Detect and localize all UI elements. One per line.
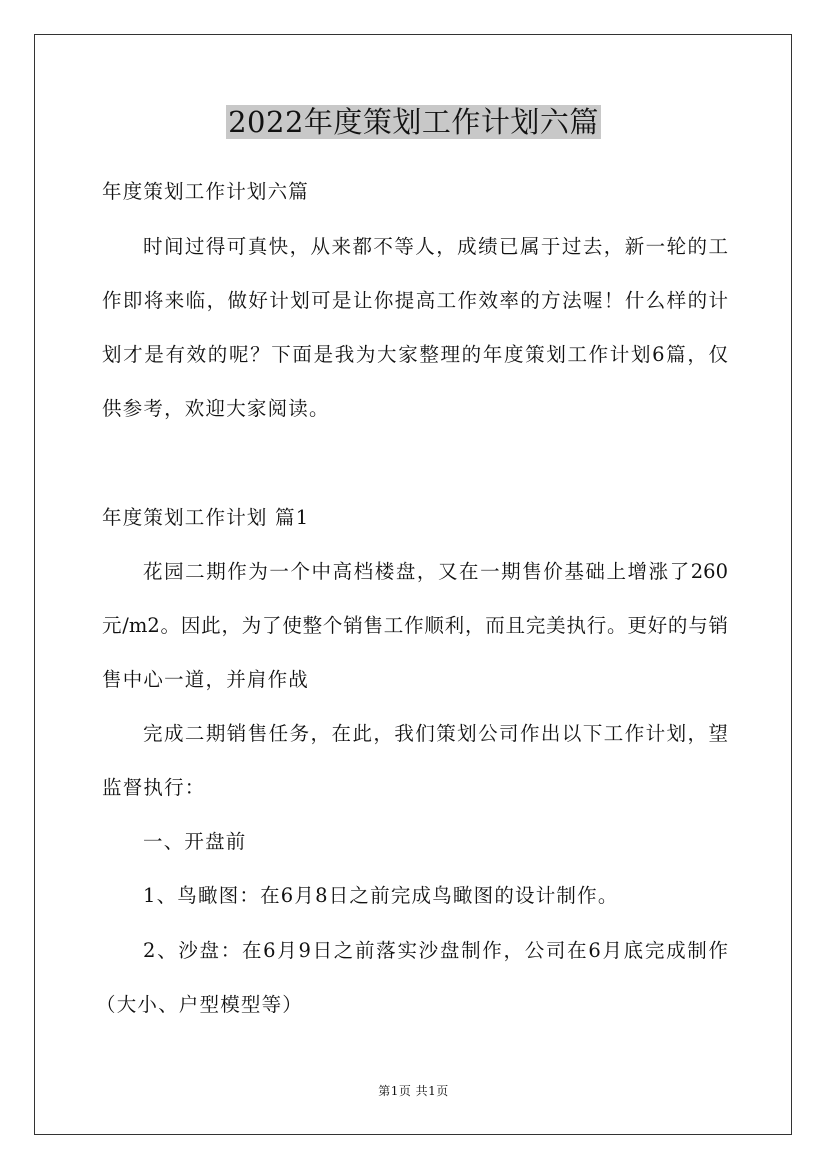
section1-line-1: 花园二期作为一个中高档楼盘，又在一期售价基础上增涨了260 [143,560,728,583]
section1-line-3: 售中心一道，并肩作战 [102,668,310,691]
section1-line-2: 元/m2。因此，为了使整个销售工作顺利，而且完美执行。更好的与销 [102,614,728,637]
document-subtitle: 年度策划工作计划六篇 [102,180,310,203]
intro-line-1: 时间过得可真快，从来都不等人，成绩已属于过去，新一轮的工 [143,235,728,258]
section1-line-9: （大小、户型模型等） [96,993,304,1016]
section1-line-4: 完成二期销售任务，在此，我们策划公司作出以下工作计划，望 [143,722,728,745]
intro-line-4: 供参考，欢迎大家阅读。 [102,397,330,420]
section1-line-6: 一、开盘前 [143,830,247,853]
document-title [0,100,827,144]
section1-line-5: 监督执行： [102,776,206,799]
intro-line-2: 作即将来临，做好计划可是让你提高工作效率的方法喔！什么样的计 [102,289,728,312]
page-footer: 第1页 共1页 [378,1084,449,1098]
title-text: 2022年度策划工作计划六篇 [228,105,599,139]
section1-line-7: 1、鸟瞰图：在6月8日之前完成鸟瞰图的设计制作。 [143,884,619,907]
intro-line-3: 划才是有效的呢？下面是我为大家整理的年度策划工作计划6篇，仅 [102,343,728,366]
section1-line-8: 2、沙盘：在6月9日之前落实沙盘制作，公司在6月底完成制作 [143,939,728,962]
section1-heading: 年度策划工作计划 篇1 [102,506,310,529]
